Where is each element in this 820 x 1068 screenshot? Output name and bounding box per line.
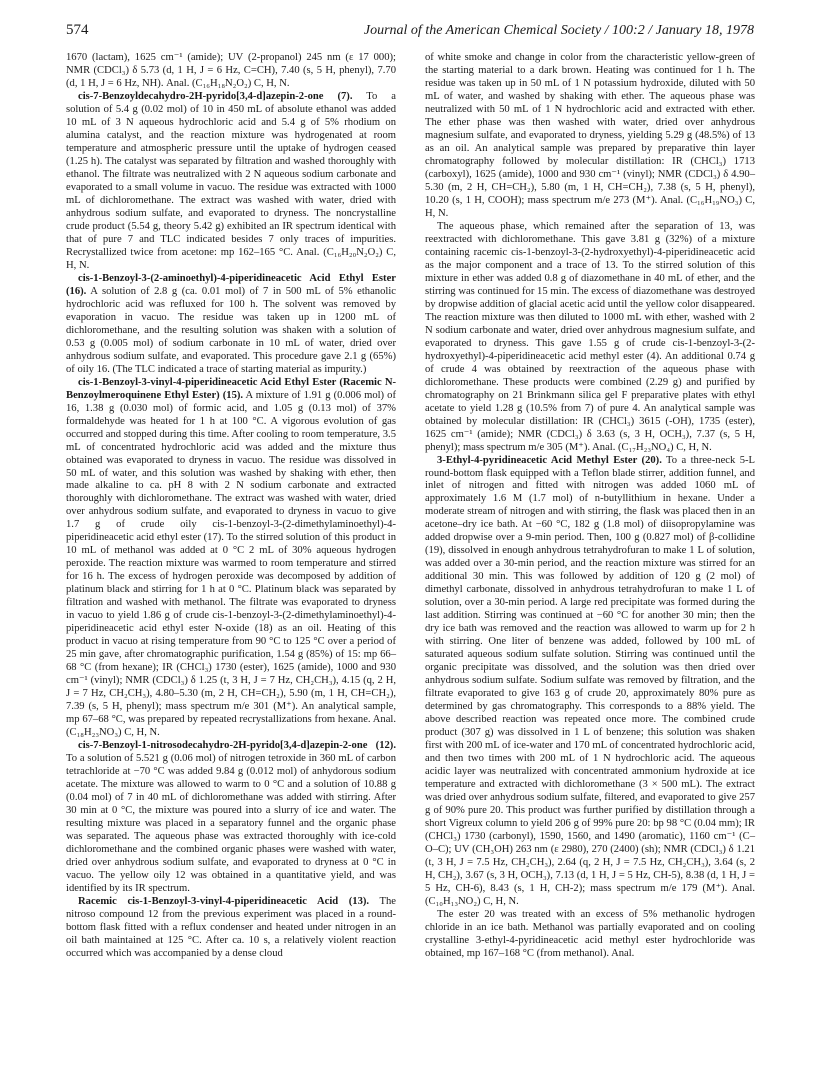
journal-citation: Journal of the American Chemical Society / 100:2 / January 18, 1978 (363, 23, 754, 38)
paragraph: of white smoke and change in color from the characteristic yellow-green of the starting material to a dark brown. Heating was continued for 1 h. The residue was taken up in 50 mL of 1 N potassium hydroxide, diluted with 50 mL of water, and washed by shaking with ether. The aqueous phase was neutralized with 50 mL of 1 N hydrochloric acid and extracted with ether. The ether phase was then washed with water, dried over anhydrous magnesium sulfate, and evaporated to dryness, yielding 5.29 g (48.5%) of 13 as an oil. An analytical sample was prepared by preparative thin layer chromatography followed by molecular distillation: IR (CHCl₃) 1713 (carboxyl), 1625 (amide), 1000 and 930 cm⁻¹ (vinyl); NMR (CDCl₃) δ 4.90–5.30 (m, 2 H, CH=CH₂), 5.80 (m, 1 H, CH=CH₂), 7.38 (s, 5 H, phenyl), 10.20 (s, 1 H, COOH); mass spectrum m/e 273 (M⁺). Anal. (C₁₆H₁₉NO₃) C, H, N. (425, 52, 755, 219)
paragraph-heading: cis-7-Benzoyl-1-nitrosodecahydro-2H-pyrido[3,4-d]azepin-2-one (12). (78, 740, 396, 752)
paragraph: cis-1-Benzoyl-3-(2-aminoethyl)-4-piperidineacetic Acid Ethyl Ester (16). A solution of 2.8 g (ca. 0.01 mol) of 7 in 500 mL of 5% ethanolic hydrochloric acid was refluxed for 100 h. The solvent was removed by evaporation in vacuo. The residue was taken up in 1200 mL of dichloromethane, and the resulting solution was shaken with a solution of 0.53 g (0.005 mol) of sodium carbonate in 10 mL of water, dried over anhydrous sodium sulfate, and evaporated. This procedure gave 2.1 g (65%) of oily 16. (The TLC indicated a trace of starting material as impurity.) (66, 272, 396, 375)
paragraph-heading: 3-Ethyl-4-pyridineacetic Acid Methyl Ester (20). (437, 454, 662, 466)
paragraph: Racemic cis-1-Benzoyl-3-vinyl-4-piperidineacetic Acid (13). The nitroso compound 12 from the previous experiment was placed in a round-bottom flask fitted with a reflux condenser and heated under nitrogen in an oil bath maintained at 125 °C. After ca. 10 s, a relatively violent reaction occurred which was accompanied by a dense cloud (66, 895, 397, 959)
running-header (66, 22, 754, 44)
paragraph: The aqueous phase, which remained after the separation of 13, was reextracted with dichloromethane. This gave 3.81 g (32%) of a mixture containing racemic cis-1-benzoyl-3-(2-hydroxyethyl)-4-piperidineacetic acid as the major component and a trace of 13. To the stirred solution of this mixture in ether was added 0.8 g of diazomethane in 40 mL of ether, and the stirring was continued for 15 min. The excess of diazomethane was destroyed by dropwise addition of glacial acetic acid until the yellow color disappeared. The reaction mixture was then diluted to 1000 mL with ether, washed with 2 N sodium carbonate and water, dried over anhydrous magnesium sulfate, and evaporated to dryness. This gave 1.55 g of crude cis-1-benzoyl-3-(2-hydroxyethyl)-4-piperidineacetic acid methyl ester (4). An additional 0.74 g of crude 4 was obtained by reextraction of the aqueous phase with dichloromethane. These products were combined (2.29 g) and purified by chromatography on 21 Brinkmann silica gel F preparative plates with ethyl acetate to yield 1.28 g (10.5% from 7) of pure 4. An analytical sample was obtained by molecular distillation: IR (CHCl₃) 3615 (-OH), 1735 (ester), 1625 cm⁻¹ (amide); NMR (CDCl₃) δ 3.63 (s, 3 H, OCH₃), 7.37 (s, 5 H, phenyl); mass spectrum m/e 305 (M⁺). Anal. (C₁₇H₂₃NO₄) C, H, N. (425, 220, 755, 453)
page-number: 574 (66, 22, 89, 38)
left-column (66, 52, 396, 961)
paragraph-heading: cis-1-Benzoyl-3-vinyl-4-piperidineacetic Acid Ethyl Ester (Racemic N-Benzoylmeroquinene Ethyl Ester) (15). (66, 376, 396, 401)
paragraph: 3-Ethyl-4-pyridineacetic Acid Methyl Ester (20). To a three-neck 5-L round-bottom flask equipped with a Teflon blade stirrer, addition funnel, and inlet of nitrogen and fitted with nitrogen was added 1060 mL of approximately 1.6 M (1.7 mol) of n-butyllithium in hexane. Under a moderate stream of nitrogen and with stirring, the flask was placed then in an acetone–dry ice bath. At −60 °C, 182 g (1.8 mol) of diisopropylamine was added dropwise over a 9-min period. Then, 100 g (0.827 mol) of β-collidine (19), dissolved in enough anhydrous tetrahydrofuran to make 1 L of solution, was added over a 30-min period, and the reaction mixture was stirred for an additional 30 min. This was followed by addition of 120 g (2 mol) of dimethyl carbonate, dissolved in anhydrous tetrahydrofuran to make 1 L of solution, over a 30-min period. A large red precipitate was formed during the last addition. Stirring was continued at −60 °C for another 30 min; then the dry ice bath was removed and the reaction was allowed to warm up for 2 h with stirring. One liter of benzene was added, followed by 100 mL of saturated aqueous sodium sulfate solution. Stirring was continued until the organic precipitate was dissolved, and the solution was then dried over anhydrous sodium sulfate. Sodium sulfate was removed by filtration, and the filtrate evaporated to give 163 g of crude 20, approximately 80% pure as determined by gas chromatography. This corresponds to a 88% yield. The above described reaction was repeated once more. The combined crude product (307 g) was dissolved in 1 L of benzene; this solution was shaken first with 200 mL of ice-water and 170 mL of concentrated hydrochloric acid, and then two times with 200 mL of 1 N hydrochloric acid. The aqueous acidic layer was neutralized with concentrated ammonium hydroxide at ice temperature and extracted with dichloromethane (3 × 500 mL). The extract was dried over anhydrous sodium sulfate, filtered, and evaporated to give 257 g of 90% pure 20. This product was further purified by distillation through a short Vigreux column to yield 206 g of 99% pure 20: bp 98 °C (0.04 mm); IR (CHCl₃) 1730 (carbonyl), 1590, 1560, and 1490 (aromatic), 1160 cm⁻¹ (C–O–C); UV (CH₃OH) 263 nm (ε 2980), 270 (2400) (sh); NMR (CDCl₃) δ 1.21 (t, 3 H, J = 7.5 Hz, CH₂CH₃), 2.64 (q, 2 H, J = 7.5 Hz, CH₂CH₃), 3.64 (s, 2 H, CH₂), 3.67 (s, 3 H, OCH₃), 7.13 (d, 1 H, J = 5 Hz, CH-5), 8.38 (d, 1 H, J = 5 Hz, CH-6), 8.43 (s, 1 H, CH-2); mass spectrum m/e 179 (M⁺). Anal. (C₁₀H₁₃NO₂) C, H, N. (425, 454, 755, 907)
paragraph: The ester 20 was treated with an excess of 5% methanolic hydrogen chloride in an ice bath. Methanol was partially evaporated and on cooling crystalline 3-ethyl-4-pyridineacetic acid methyl ester hydrochloride was obtained, mp 167–168 °C (from methanol). Anal. (425, 908, 755, 959)
paragraph-heading: cis-7-Benzoyldecahydro-2H-pyrido[3,4-d]azepin-2-one (7). (78, 90, 353, 102)
right-column (425, 52, 755, 961)
paragraph: cis-7-Benzoyldecahydro-2H-pyrido[3,4-d]azepin-2-one (7). To a solution of 5.4 g (0.02 mol) of 10 in 450 mL of absolute ethanol was added 10 mL of 3 N aqueous hydrochloric acid and 5.4 g of 5% rhodium on alumina catalyst, and the reaction mixture was hydrogenated at room temperature and atmospheric pressure until the uptake of hydrogen ceased (1.25 h). The catalyst was separated by filtration and washed thoroughly with ethanol. The filtrate was neutralized with 2 N aqueous sodium carbonate and evaporated to a small volume in vacuo. The residue was extracted with 1000 mL of dichloromethane. The extract was washed with water, dried with anhydrous sodium sulfate, and evaporated to dryness. The noncrystalline crude product (5.54 g, theory 5.42 g) exhibited an IR spectrum identical with that of pure 7 and TLC indicated besides 7 only traces of impurities. Recrystallized twice from acetone: mp 162–165 °C. Anal. (C₁₆H₂₀N₂O₂) C, H, N. (66, 90, 397, 271)
paragraph-heading: Racemic cis-1-Benzoyl-3-vinyl-4-piperidineacetic Acid (13). (78, 895, 370, 907)
paragraph-heading: cis-1-Benzoyl-3-(2-aminoethyl)-4-piperidineacetic Acid Ethyl Ester (16). (66, 272, 396, 297)
paragraph: cis-7-Benzoyl-1-nitrosodecahydro-2H-pyrido[3,4-d]azepin-2-one (12). To a solution of 5.521 g (0.06 mol) of nitrogen tetroxide in 360 mL of carbon tetrachloride at −70 °C was added 9.84 g (0.012 mol) of anhydorous sodium acetate. The mixture was allowed to warm to 0 °C and a solution of 10.88 g (0.04 mol) of 7 in 40 mL of dichloromethane was added with stirring. After 30 min at 0 °C, the mixture was poured into a slurry of ice and water. The resulting mixture was placed in a separatory funnel and the organic phase was separated. The aqueous phase was extracted thoroughly with ice-cold dichloromethane and the combined organic phases were washed with water, dried over anhydrous sodium sulfate, and evaporated to dryness at 0 °C in vacuo. The yellow oily 12 was obtained in a quantitative yield, and was identified by its IR spectrum. (66, 740, 396, 894)
paragraph: cis-1-Benzoyl-3-vinyl-4-piperidineacetic Acid Ethyl Ester (Racemic N-Benzoylmeroquinene Ethyl Ester) (15). A mixture of 1.91 g (0.006 mol) of 16, 1.38 g (0.030 mol) of formic acid, and 1.05 g (0.13 mol) of 37% formaldehyde was heated for 1 h at 100 °C. A vigorous evolution of gas occurred and stopped during this time. After cooling to room temperature, 3.5 mL of concentrated hydrochloric acid was added and the mixture thus obtained was evaporated to dryness in vacuo. The residue was dissolved in 50 mL of water, and this solution was washed by shaking with ether, then made alkaline to ca. pH 8 with 2 N sodium carbonate and extracted thoroughly with dichloromethane. The extract was washed with water, dried over anhydrous sodium sulfate, and evaporated to dryness in vacuo to give 1.7 g of crude oily cis-1-benzoyl-3-(2-dimethylaminoethyl)-4-piperidineacetic acid ethyl ester (17). To the stirred solution of this product in 10 mL of methanol was added at 0 °C 2 mL of 30% aqueous hydrogen peroxide. The reaction mixture was warmed to room temperature and stirred for 16 h. The excess of hydrogen peroxide was decomposed by addition of platinum black and stirring for 1 h at 0 °C. Platinum black was separated by filtration and washed with methanol. The filtrate was evaporated to dryness in vacuo to yield 1.86 g of crude cis-1-benzoyl-3-(2-dimethylaminoethyl)-4-piperidineacetic acid ethyl ester N-oxide (18) as an oil. Heating of this product in vacuo at rising temperature from 90 °C to 125 °C over a period of 25 min gave, after chromatographic purification, 1.54 g (85%) of 15: mp 66–68 °C (from hexane); IR (CHCl₃) 1730 (ester), 1625 (amide), 1000 and 930 cm⁻¹ (vinyl); NMR (CDCl₃) δ 1.25 (t, 3 H, J = 7 Hz, CH₂CH₃), 4.15 (q, 2 H, J = 7 Hz, CH₂CH₃), 4.80–5.30 (m, 2 H, CH=CH₂), 5.90 (m, 1 H, CH=CH₂), 7.39 (s, 5 H, phenyl); mass spectrum m/e 301 (M⁺). An analytical sample, mp 67–68 °C, was prepared by repeated recrystallizations from hexane. Anal. (C₁₈H₂₃NO₃) C, H, N. (66, 376, 396, 739)
paragraph: 1670 (lactam), 1625 cm⁻¹ (amide); UV (2-propanol) 245 nm (ε 17 000); NMR (CDCl₃) δ 5.73 (d, 1 H, J = 6 Hz, C=CH), 7.40 (s, 5 H, phenyl), 7.70 (d, 1 H, J = 6 Hz, NH). Anal. (C₁₆H₁₈N₂O₂) C, H, N. (66, 52, 396, 89)
